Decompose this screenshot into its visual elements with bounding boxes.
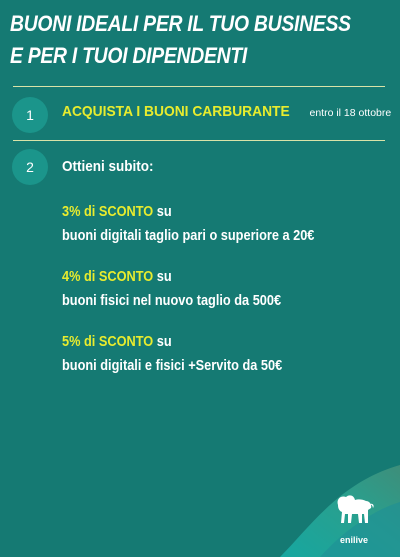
headline-line-2: E PER I TUOI DIPENDENTI	[10, 43, 248, 68]
step-1-title: ACQUISTA I BUONI CARBURANTE	[62, 103, 290, 120]
step-2-number: 2	[26, 159, 34, 175]
enilive-logo	[324, 493, 384, 545]
step-2-badge	[12, 149, 48, 185]
offer-3-su: su	[156, 334, 172, 350]
offer-1-su: su	[156, 204, 172, 220]
brand-name: enilive	[339, 535, 368, 545]
headline-line-1: BUONI IDEALI PER IL TUO BUSINESS	[10, 11, 351, 36]
offer-1-detail: buoni digitali taglio pari o superiore a 20€	[62, 228, 315, 244]
offer-1-discount: 3% di SCONTO	[62, 204, 154, 220]
headline	[10, 8, 349, 72]
six-legged-dog-icon	[332, 493, 376, 529]
offer-3-detail: buoni digitali e fisici +Servito da 50€	[62, 358, 283, 374]
divider-top	[13, 86, 385, 87]
step-1	[62, 103, 391, 120]
offer-3-discount: 5% di SCONTO	[62, 334, 154, 350]
offer-2	[62, 265, 281, 313]
offer-1	[62, 200, 314, 248]
offer-2-su: su	[156, 269, 172, 285]
offer-3	[62, 330, 282, 378]
step-1-deadline: entro il 18 ottobre	[309, 107, 392, 119]
step-1-badge	[12, 97, 48, 133]
divider-middle	[13, 140, 385, 141]
offer-2-discount: 4% di SCONTO	[62, 269, 154, 285]
step-1-number: 1	[26, 107, 34, 123]
offer-2-detail: buoni fisici nel nuovo taglio da 500€	[62, 293, 282, 309]
step-2-title: Ottieni subito:	[62, 158, 154, 175]
